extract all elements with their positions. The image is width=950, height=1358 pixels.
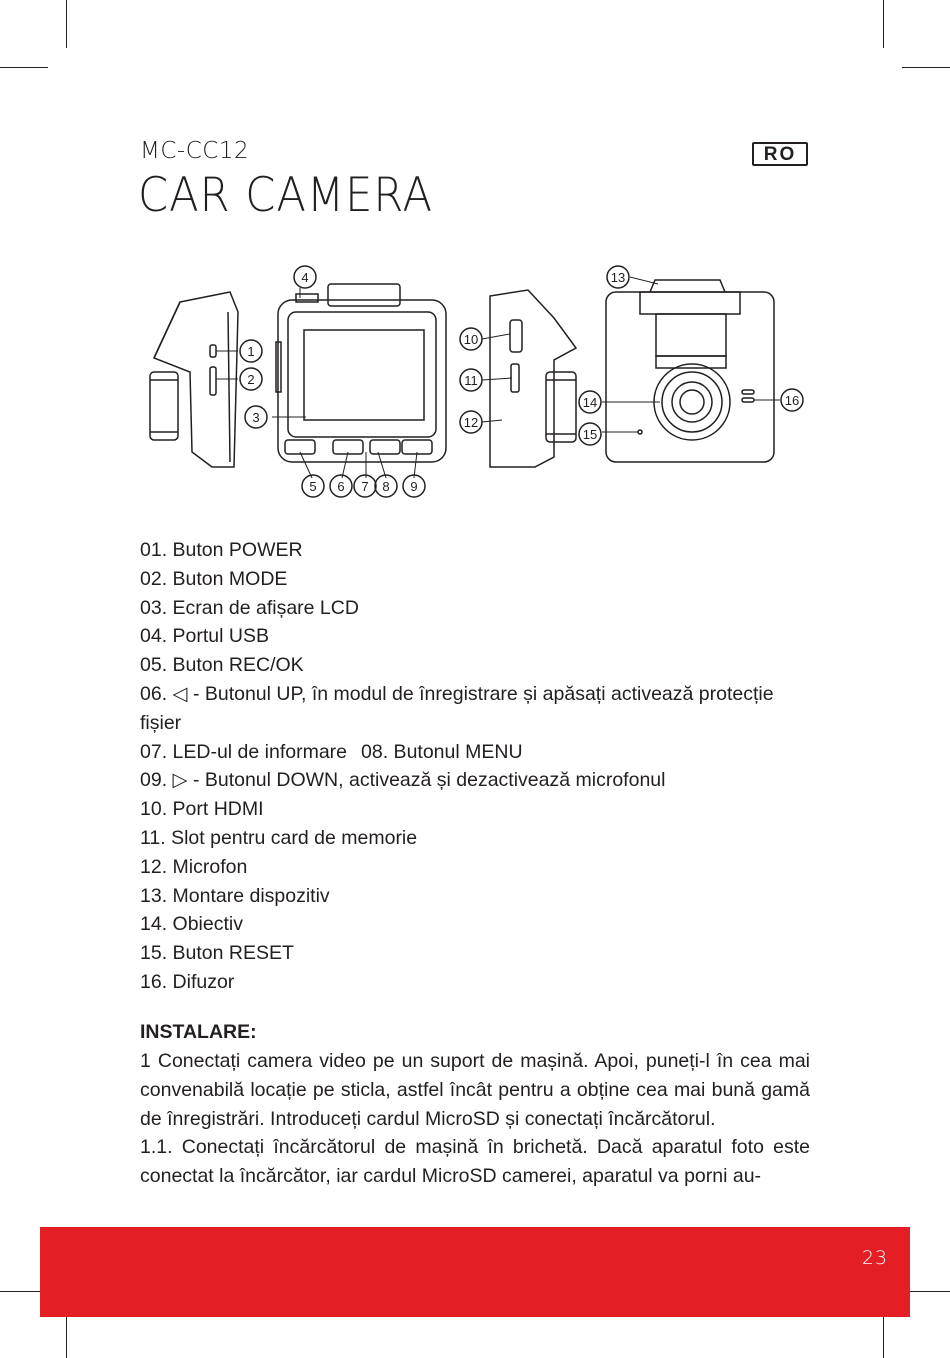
parts-list-item: 07. LED-ul de informare bbox=[140, 740, 348, 763]
installation-paragraph: 1.1. Conectați încărcătorul de mașină în brichetă. Dacă aparatul foto este conectat la încărcător, iar cardul MicroSD camerei, aparatul va porni au- bbox=[140, 1136, 810, 1188]
installation-text bbox=[140, 1047, 810, 1191]
callout-label: 7 bbox=[361, 479, 369, 494]
back-view bbox=[606, 280, 774, 462]
crop-mark bbox=[902, 67, 950, 68]
callout-label: 11 bbox=[464, 373, 478, 388]
callout-label: 10 bbox=[463, 332, 479, 347]
callout-label: 8 bbox=[382, 479, 390, 494]
page-number: 23 bbox=[861, 1247, 888, 1269]
parts-list-row bbox=[140, 738, 810, 767]
callout-label: 16 bbox=[784, 393, 800, 408]
callout-label: 2 bbox=[247, 372, 255, 387]
callout-label: 5 bbox=[309, 479, 317, 494]
model-number: MC-CC12 bbox=[140, 138, 250, 164]
crop-mark bbox=[0, 67, 48, 68]
installation-paragraph: 1 Conectați camera video pe un suport de mașină. Apoi, puneți-l în cea mai convenabilă locație pe sticla, astfel încât pentru a obține cea mai bună gamă de înregistrări. Introduceți cardul MicroSD și conectați încărcătorul. bbox=[140, 1050, 810, 1130]
parts-list-item: 02. Buton MODE bbox=[140, 567, 288, 590]
front-view bbox=[276, 284, 446, 462]
callout-label: 12 bbox=[463, 415, 479, 430]
callout-label: 15 bbox=[582, 427, 598, 442]
parts-list-item: 15. Buton RESET bbox=[140, 942, 294, 965]
installation-heading: INSTALARE: bbox=[140, 1021, 257, 1043]
parts-list-item: 05. Buton REC/OK bbox=[140, 654, 304, 677]
crop-mark bbox=[883, 1310, 884, 1358]
parts-list-item: 09. ▷ - Butonul DOWN, activează și dezactivează microfonul bbox=[140, 769, 666, 792]
page-title: CAR CAMERA bbox=[138, 168, 434, 223]
parts-list-item: 13. Montare dispozitiv bbox=[140, 884, 330, 907]
parts-list-item: 16. Difuzor bbox=[140, 970, 235, 993]
camera-diagram bbox=[130, 262, 820, 502]
callout-label: 13 bbox=[610, 270, 626, 285]
parts-list-item: 01. Buton POWER bbox=[140, 539, 303, 561]
parts-list-item: 12. Microfon bbox=[140, 855, 248, 878]
callout-label: 4 bbox=[301, 270, 309, 285]
parts-list-item: 04. Portul USB bbox=[140, 625, 269, 648]
callout-label: 1 bbox=[247, 344, 255, 359]
parts-list-item: 10. Port HDMI bbox=[140, 798, 264, 821]
callout-label: 3 bbox=[252, 410, 260, 425]
crop-mark bbox=[66, 0, 67, 48]
parts-list bbox=[140, 536, 810, 997]
callout-label: 6 bbox=[337, 479, 345, 494]
parts-list-item: 03. Ecran de afișare LCD bbox=[140, 596, 359, 619]
language-badge-label: RO bbox=[763, 143, 797, 165]
callout-label: 9 bbox=[410, 479, 418, 494]
parts-list-item: 06. ◁ - Butonul UP, în modul de înregistrare și apăsați activează protecție fișier bbox=[140, 682, 774, 734]
parts-list-item: 11. Slot pentru card de memorie bbox=[140, 826, 418, 849]
language-badge bbox=[752, 142, 808, 166]
parts-list-item: 14. Obiectiv bbox=[140, 913, 243, 936]
parts-list-item: 08. Butonul MENU bbox=[361, 740, 523, 763]
callout-label: 14 bbox=[582, 395, 598, 410]
crop-mark bbox=[66, 1310, 67, 1358]
footer-band bbox=[40, 1227, 910, 1317]
crop-mark bbox=[883, 0, 884, 48]
